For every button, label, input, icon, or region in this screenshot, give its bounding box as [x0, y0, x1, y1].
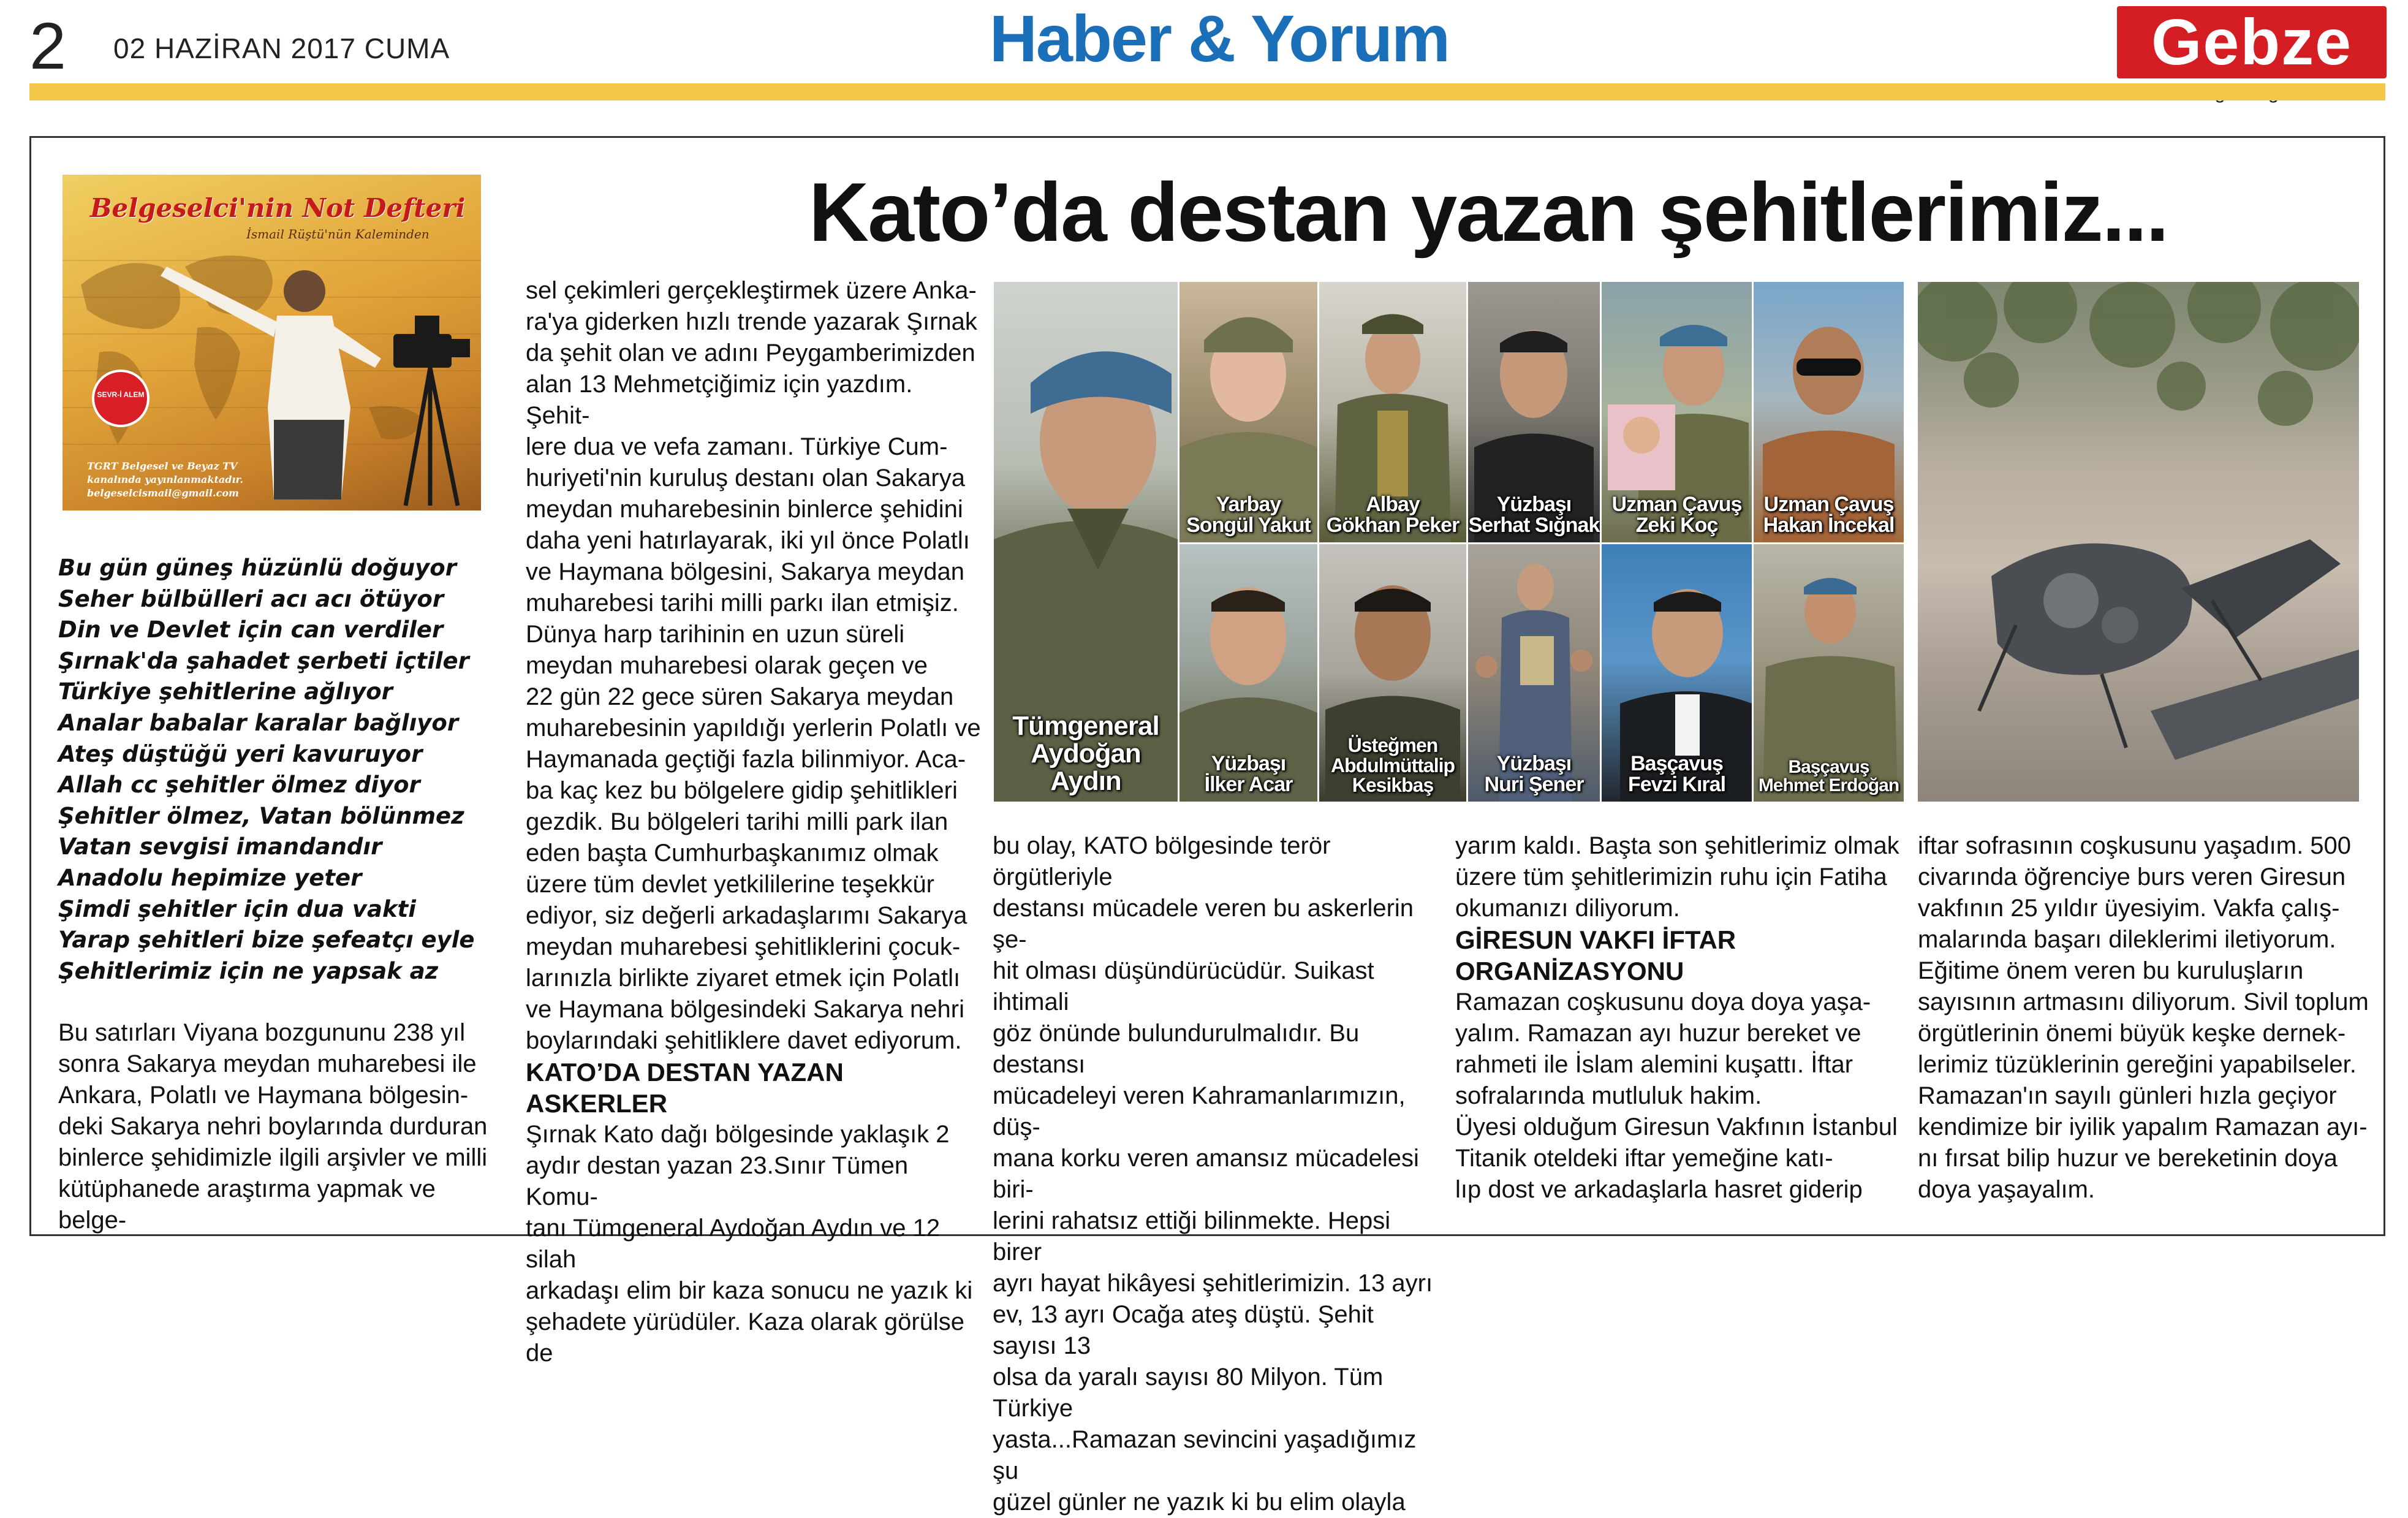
text-line: sel çekimleri gerçekleştirmek üzere Anka- [526, 277, 977, 304]
poem [58, 553, 499, 987]
text-line: mücadeleyi veren Kahramanlarımızın, düş- [993, 1082, 1406, 1140]
text-line: iftar sofrasının coşkusunu yaşadım. 500 [1918, 832, 2352, 859]
columnist-banner [62, 175, 481, 510]
portrait-albay [1319, 282, 1466, 542]
text-line: kendimize bir iyilik yapalım Ramazan ayı- [1918, 1114, 2368, 1140]
text-line: yasta...Ramazan sevincini yaşadığımız şu [993, 1426, 1417, 1484]
text-line: huriyeti'nin kuruluş destanı olan Sakarya [526, 465, 965, 491]
portrait-ustegmen [1319, 544, 1466, 802]
section-subhead: GİRESUN VAKFI İFTAR [1455, 925, 1736, 954]
issue-date: 02 HAZİRAN 2017 CUMA [113, 32, 450, 64]
text-line: Üyesi olduğum Giresun Vakfının İstanbul [1455, 1114, 1898, 1140]
text-line: bu olay, KATO bölgesinde terör örgütleriyle [993, 832, 1331, 890]
text-line: malarında başarı dileklerimi iletiyorum. [1918, 926, 2336, 953]
poem-line: Bu gün güneş hüzünlü doğuyor [58, 555, 456, 581]
text-line: gezdik. Bu bölgeleri tarihi milli park ilan [526, 808, 948, 835]
text-line: ba kaç kez bu bölgelere gidip şehitlikleri [526, 777, 958, 804]
text-line: olsa da yaralı sayısı 80 Milyon. Tüm Türkiye [993, 1364, 1384, 1422]
portrait-tumgeneral [994, 282, 1178, 802]
caption-rank: Yüzbaşı [1496, 492, 1572, 516]
caption-name: Nuri Şener [1484, 773, 1584, 797]
text-line: kütüphanede araştırma yapmak ve belge- [58, 1175, 436, 1234]
portrait-caption [1468, 753, 1600, 795]
section-subhead: KATO’DA DESTAN YAZAN ASKERLER [526, 1058, 844, 1118]
text-line: alan 13 Mehmetçiğimiz için yazdım. Şehit- [526, 371, 913, 429]
poem-line: Şehitlerimiz için ne yapsak az [58, 957, 439, 984]
portrait-bascavus-fevzi [1602, 544, 1752, 802]
page-number: 2 [29, 9, 67, 83]
text-line: deki Sakarya nehri boylarında durduran [58, 1113, 488, 1140]
text-line: Eğitime önem veren bu kuruluşların [1918, 957, 2304, 984]
text-line: Ankara, Polatlı ve Haymana bölgesin- [58, 1082, 469, 1109]
text-line: doya yaşayalım. [1918, 1176, 2096, 1203]
text-line: nı fırsat bilip huzur ve bereketinin doya [1918, 1145, 2338, 1172]
text-line: sofralarında mutluluk hakim. [1455, 1082, 1762, 1109]
text-line: üzere tüm şehitlerimizin ruhu için Fatiha [1455, 863, 1887, 890]
portrait-caption [1319, 735, 1466, 795]
portrait-caption [1754, 494, 1904, 536]
text-line: meydan muharebesinin binlerce şehidini [526, 496, 963, 523]
text-line: meydan muharebesi şehitliklerini çocuk- [526, 933, 961, 960]
portrait-yuzbasi-serhat [1468, 282, 1600, 542]
caption-name: Zeki Koç [1635, 514, 1718, 537]
portrait-yuzbasi-nuri [1468, 544, 1600, 802]
poem-line: Şırnak'da şahadet şerbeti içtiler [58, 647, 469, 674]
award-badge-text: SEVR-İ ALEM [97, 390, 145, 399]
banner-caption-line: belgeselcismail@gmail.com [87, 487, 239, 499]
text-line: yarım kaldı. Başta son şehitlerimiz olmak [1455, 832, 1899, 859]
caption-rank: Yüzbaşı [1211, 751, 1286, 775]
portrait-yarbay [1179, 282, 1317, 542]
caption-rank: Tümgeneral [1012, 711, 1159, 742]
newspaper-logo: Gebze [2117, 6, 2387, 78]
caption-rank: Yarbay [1216, 492, 1281, 516]
article-column-1 [58, 1017, 505, 1236]
caption-name: Serhat Sığnak [1468, 514, 1600, 537]
banner-caption [87, 460, 243, 500]
caption-rank: Başçavuş [1630, 751, 1723, 775]
banner-subtitle: İsmail Rüştü'nün Kaleminden [246, 227, 430, 241]
text-line: meydan muharebesi olarak geçen ve [526, 652, 928, 679]
portrait-caption [1179, 494, 1317, 536]
caption-rank: Uzman Çavuş [1763, 492, 1894, 516]
portrait-caption [1754, 758, 1904, 795]
text-line: ayrı hayat hikâyesi şehitlerimizin. 13 ayrı [993, 1270, 1433, 1297]
text-line: Haymanada geçtiği fazla bilinmiyor. Aca- [526, 746, 966, 773]
poem-line: Seher bülbülleri acı acı ötüyor [58, 585, 444, 612]
text-line: larınızla birlikte ziyaret etmek için Polatlı [526, 965, 961, 992]
caption-name: Hakan İncekal [1763, 514, 1895, 537]
text-line: sayısının artmasını diliyorum. Sivil toplum [1918, 989, 2369, 1015]
portrait-caption [1179, 753, 1317, 795]
portrait-uzman-zeki [1602, 282, 1752, 542]
portrait-bascavus-mehmet [1754, 544, 1904, 802]
portrait-uzman-hakan [1754, 282, 1904, 542]
text-line: Titanik oteldeki iftar yemeğine katı- [1455, 1145, 1833, 1172]
text-line: binlerce şehidimizle ilgili arşivler ve milli [58, 1144, 488, 1171]
banner-caption-line: kanalında yayınlanmaktadır. [87, 474, 244, 485]
poem-line: Şimdi şehitler için dua vakti [58, 895, 416, 922]
caption-rank: Başçavuş [1788, 756, 1869, 777]
text-line: boylarındaki şehitliklere davet ediyorum. [526, 1027, 962, 1054]
caption-rank: Üsteğmen [1347, 734, 1438, 757]
text-line: ve Haymana bölgesini, Sakarya meydan [526, 558, 964, 585]
caption-name: Mehmet Erdoğan [1758, 775, 1899, 796]
portrait-caption [1602, 494, 1752, 536]
poem-line: Allah cc şehitler ölmez diyor [58, 772, 420, 799]
caption-name: İlker Acar [1204, 773, 1293, 797]
caption-rank: Albay [1366, 492, 1420, 516]
portrait-caption [1468, 494, 1600, 536]
caption-name: Gökhan Peker [1326, 514, 1460, 537]
poem-line: Analar babalar karalar bağlıyor [58, 709, 459, 736]
article-column-3 [993, 830, 1443, 1518]
text-line: ediyor, siz değerli arkadaşlarımı Sakarya [526, 902, 967, 929]
text-line: destansı mücadele veren bu askerlerin şe- [993, 895, 1414, 953]
article-column-2 [526, 275, 982, 1369]
text-line: vakfının 25 yıldır üyesiyim. Vakfa çalış- [1918, 895, 2340, 922]
text-line: Bu satırları Viyana bozgununu 238 yıl [58, 1019, 466, 1046]
caption-rank: Yüzbaşı [1496, 751, 1572, 775]
section-subhead: ORGANİZASYONU [1455, 957, 1684, 985]
text-line: mana korku veren amansız mücadelesi biri- [993, 1145, 1419, 1203]
portrait-caption [1602, 753, 1752, 795]
text-line: üzere tüm devlet yetkililerine teşekkür [526, 871, 934, 898]
text-line: güzel günler ne yazık ki bu elim olayla [993, 1489, 1406, 1516]
article-column-4 [1455, 830, 1909, 1205]
text-line: lerimiz tüzüklerinin gereğini yapabilseler. [1918, 1051, 2357, 1078]
portrait-yuzbasi-ilker [1179, 544, 1317, 802]
text-line: Şırnak Kato dağı bölgesinde yaklaşık 2 [526, 1121, 950, 1148]
text-line: arkadaşı elim bir kaza sonucu ne yazık ki [526, 1277, 973, 1304]
text-line: rahmeti ile İslam alemini kuşattı. İftar [1455, 1051, 1853, 1078]
caption-name: Abdulmüttalip [1330, 754, 1455, 776]
text-line: örgütlerinin önemi büyük keşke dernek- [1918, 1020, 2346, 1047]
caption-rank: Uzman Çavuş [1611, 492, 1742, 516]
article-headline: Kato’da destan yazan şehitlerimiz... [809, 165, 2168, 259]
portrait-caption [1319, 494, 1466, 536]
banner-caption-line: TGRT Belgesel ve Beyaz TV [87, 460, 238, 472]
text-line: ev, 13 ayrı Ocağa ateş düştü. Şehit sayısı 13 [993, 1301, 1374, 1359]
text-line: lere dua ve vefa zamanı. Türkiye Cum- [526, 433, 948, 460]
poem-line: Ateş düştüğü yeri kavuruyor [58, 740, 423, 767]
text-line: lerini rahatsız ettiği bilinmekte. Hepsi birer [993, 1207, 1391, 1266]
caption-name: Aydoğan Aydın [1031, 738, 1141, 797]
text-line: da şehit olan ve adını Peygamberimizden [526, 340, 975, 366]
text-line: muharebesinin yapıldığı yerlerin Polatlı ve [526, 715, 981, 742]
caption-surname: Kesikbaş [1352, 774, 1434, 797]
text-line: sonra Sakarya meydan muharebesi ile [58, 1050, 477, 1077]
crash-site-photo [1918, 282, 2359, 802]
text-line: şehadete yürüdüler. Kaza olarak görülse de [526, 1308, 965, 1367]
section-title: Haber & Yorum [989, 1, 1450, 75]
text-line: Dünya harp tarihinin en uzun süreli [526, 621, 905, 648]
poem-line: Anadolu hepimize yeter [58, 864, 362, 891]
text-line: hit olması düşündürücüdür. Suikast ihtimali [993, 957, 1374, 1015]
poem-line: Din ve Devlet için can verdiler [58, 617, 444, 643]
caption-name: Fevzi Kıral [1627, 773, 1726, 797]
poem-line: Türkiye şehitlerine ağlıyor [58, 678, 393, 705]
article-column-5 [1918, 830, 2371, 1205]
text-line: okumanızı diliyorum. [1455, 895, 1680, 922]
text-line: Ramazan'ın sayılı günleri hızla geçiyor [1918, 1082, 2337, 1109]
text-line: civarında öğrenciye burs veren Giresun [1918, 863, 2346, 890]
text-line: tanı Tümgeneral Aydoğan Aydın ve 12 silah [526, 1215, 941, 1273]
text-line: ve Haymana bölgesindeki Sakarya nehri [526, 996, 964, 1023]
text-line: Ramazan coşkusunu doya doya yaşa- [1455, 989, 1871, 1015]
poem-line: Vatan sevgisi imandandır [58, 833, 382, 860]
text-line: 22 gün 22 gece süren Sakarya meydan [526, 683, 954, 710]
text-line: aydır destan yazan 23.Sınır Tümen Komu- [526, 1152, 909, 1210]
text-line: daha yeni hatırlayarak, iki yıl önce Polatlı [526, 527, 970, 554]
portrait-caption [994, 713, 1178, 795]
text-line: yalım. Ramazan ayı huzur bereket ve [1455, 1020, 1861, 1047]
poem-line: Şehitler ölmez, Vatan bölünmez [58, 802, 464, 829]
caption-name: Songül Yakut [1186, 514, 1311, 537]
banner-title: Belgeselci'nin Not Defteri [90, 193, 466, 223]
text-line: göz önünde bulundurulmalıdır. Bu destansı [993, 1020, 1360, 1078]
header-divider [29, 83, 2385, 101]
poem-line: Yarap şehitleri bize şefeatçı eyle [58, 927, 475, 954]
text-line: eden başta Cumhurbaşkanımız olmak [526, 840, 939, 867]
text-line: ra'ya giderken hızlı trende yazarak Şırnak [526, 308, 977, 335]
text-line: muharebesi tarihi milli parkı ilan etmişiz. [526, 590, 959, 617]
text-line: lıp dost ve arkadaşlarla hasret giderip [1455, 1176, 1863, 1203]
